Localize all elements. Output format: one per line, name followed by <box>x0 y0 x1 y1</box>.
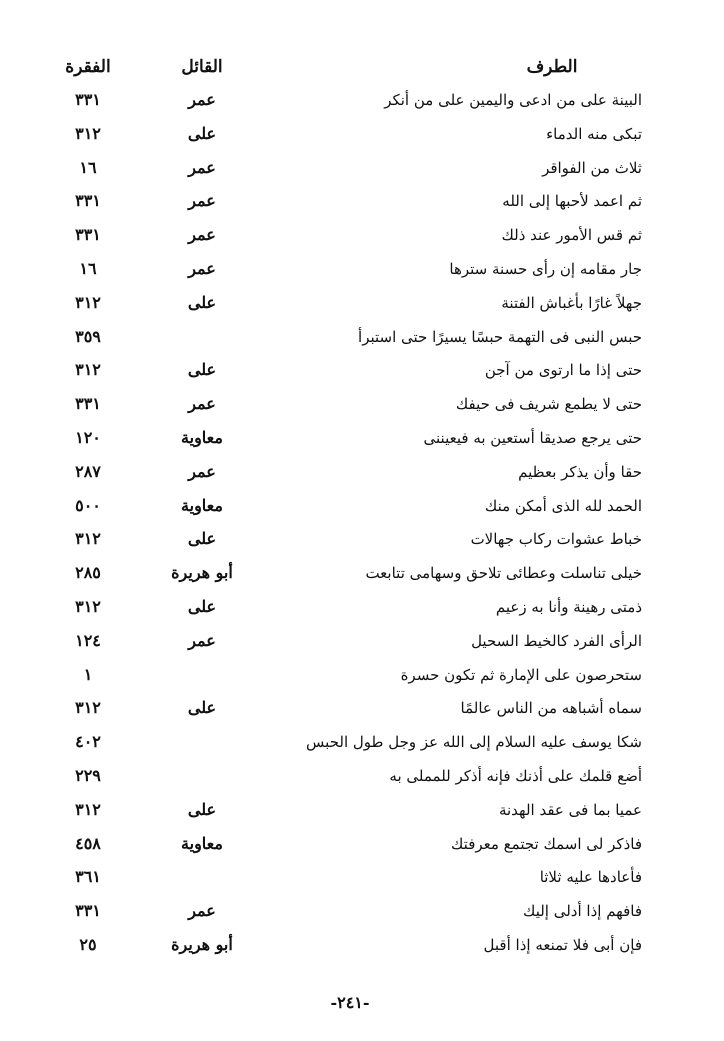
table-row <box>0 252 724 286</box>
table-row <box>0 421 724 455</box>
table-row <box>0 658 724 692</box>
row-paragraph: ٣٥٩ <box>75 326 101 346</box>
table-row <box>0 590 724 624</box>
row-phrase: حبس النبى فى التهمة حبسًا يسيرًا حتى استبرأ <box>358 327 642 346</box>
row-speaker: عمر <box>188 225 216 245</box>
row-speaker: على <box>187 597 217 616</box>
table-row <box>0 184 724 218</box>
row-speaker: معاوية <box>181 495 223 515</box>
table-row <box>0 556 724 590</box>
table-row <box>0 759 724 793</box>
row-paragraph: ٣٣١ <box>75 394 101 414</box>
table-row <box>0 827 724 861</box>
row-paragraph: ٣٣١ <box>75 191 101 211</box>
row-phrase: ثم اعمد لأحبها إلى الله <box>502 192 642 211</box>
row-paragraph: ٣١٢ <box>75 529 101 549</box>
table-row <box>0 286 724 320</box>
row-speaker: على <box>187 529 217 549</box>
table-row <box>0 522 724 556</box>
table-row <box>0 928 724 962</box>
row-phrase: أضع قلمك على أذنك فإنه أذكر للمملى به <box>389 767 642 785</box>
row-phrase: ثم قس الأمور عند ذلك <box>501 226 642 245</box>
table-header <box>0 50 724 84</box>
row-speaker: عمر <box>188 259 216 278</box>
row-paragraph: ١٢٠ <box>75 428 101 447</box>
row-speaker: عمر <box>188 90 216 109</box>
row-speaker: عمر <box>188 191 216 211</box>
table-row <box>0 353 724 387</box>
row-paragraph: ٣٦١ <box>75 867 101 887</box>
row-phrase: فافهم إذا أدلى إليك <box>523 902 642 921</box>
row-phrase: البينة على من ادعى واليمين على من أنكر <box>384 91 642 109</box>
table-row <box>0 117 724 151</box>
row-speaker: على <box>187 698 217 718</box>
page-number: -٢٤١- <box>330 993 370 1012</box>
row-speaker: عمر <box>188 394 216 414</box>
table-row <box>0 894 724 928</box>
row-speaker: عمر <box>188 630 216 650</box>
table-row <box>0 624 724 658</box>
row-phrase: شكا يوسف عليه السلام إلى الله عز وجل طول الحبس <box>306 733 642 752</box>
table-row <box>0 860 724 894</box>
row-speaker <box>152 860 252 894</box>
row-paragraph: ١٢٤ <box>75 630 101 650</box>
row-phrase: الحمد لله الذى أمكن منك <box>484 496 642 515</box>
row-phrase: حقا وأن يذكر بعظيم <box>518 462 642 481</box>
row-phrase: حتى يرجع صديقا أستعين به فيعيننى <box>423 429 642 447</box>
row-paragraph: ٣١٢ <box>75 799 101 819</box>
row-phrase: تبكى منه الدماء <box>546 124 642 143</box>
row-speaker: على <box>187 123 217 143</box>
row-phrase: فاذكر لى اسمك تجتمع معرفتك <box>451 834 642 853</box>
row-phrase: جار مقامه إن رأى حسنة سترها <box>449 260 642 278</box>
row-paragraph: ٣١٢ <box>75 698 101 718</box>
row-phrase: فأعادها عليه ثلاثا <box>539 868 642 887</box>
row-phrase: سماه أشباهه من الناس عالمًا <box>460 699 642 718</box>
row-speaker: عمر <box>188 901 216 921</box>
row-speaker: على <box>187 799 217 819</box>
table-row <box>0 83 724 117</box>
table-row <box>0 455 724 489</box>
row-speaker <box>152 320 252 354</box>
row-speaker <box>152 725 252 759</box>
row-speaker: معاوية <box>181 833 223 853</box>
row-paragraph: ٢٢٩ <box>75 766 101 785</box>
table-row <box>0 218 724 252</box>
row-paragraph: ٤٠٢ <box>75 732 101 752</box>
row-speaker: على <box>187 360 217 380</box>
row-phrase: الرأى الفرد كالخيط السحيل <box>471 631 642 650</box>
row-speaker: أبو هريرة <box>171 563 233 583</box>
row-speaker <box>152 658 252 692</box>
row-paragraph: ٣٣١ <box>75 225 101 245</box>
table-row <box>0 691 724 725</box>
row-phrase: فإن أبى فلا تمنعه إذا أقبل <box>483 936 642 954</box>
row-speaker: عمر <box>188 461 216 481</box>
row-paragraph: ٤٥٨ <box>75 833 101 853</box>
row-paragraph: ٣١٢ <box>75 123 101 143</box>
table-row <box>0 725 724 759</box>
row-paragraph: ١٦ <box>79 157 97 177</box>
row-phrase: ذمتى رهينة وأنا به زعيم <box>495 598 642 616</box>
row-speaker: على <box>187 292 217 312</box>
row-paragraph: ٥٠٠ <box>75 495 101 515</box>
row-phrase: حتى إذا ما ارتوى من آجن <box>484 361 642 380</box>
row-phrase: خيلى تناسلت وعطائى تلاحق وسهامى تتابعت <box>365 564 642 583</box>
row-paragraph: ٣٣١ <box>75 901 101 921</box>
row-paragraph: ٢٨٥ <box>75 563 101 583</box>
row-phrase: ثلاث من الفواقر <box>542 158 642 177</box>
row-phrase: خباط عشوات ركاب جهالات <box>470 530 642 549</box>
header-phrase: الطرف <box>526 57 578 77</box>
row-phrase: عميا بما فى عقد الهدنة <box>498 800 642 819</box>
row-paragraph: ٢٨٧ <box>75 461 101 481</box>
row-paragraph: ٣١٢ <box>75 292 101 312</box>
row-speaker <box>152 759 252 793</box>
row-paragraph: ١٦ <box>79 259 97 278</box>
table-row <box>0 151 724 185</box>
row-speaker: عمر <box>188 157 216 177</box>
row-phrase: جهلاً غارًا بأغباش الفتنة <box>501 293 642 312</box>
table-row <box>0 793 724 827</box>
header-speaker: القائل <box>181 57 223 77</box>
row-paragraph: ٣٣١ <box>75 90 101 109</box>
table-row <box>0 320 724 354</box>
row-speaker: معاوية <box>181 428 223 447</box>
row-phrase: ستحرصون على الإمارة ثم تكون حسرة <box>400 665 642 684</box>
row-speaker: أبو هريرة <box>171 935 233 954</box>
table-row <box>0 387 724 421</box>
row-paragraph: ٣١٢ <box>75 360 101 380</box>
table-row <box>0 489 724 523</box>
row-paragraph: ٢٥ <box>79 935 97 954</box>
row-paragraph: ٣١٢ <box>75 597 101 616</box>
row-paragraph: ١ <box>83 664 93 684</box>
header-paragraph: الفقرة <box>65 57 111 77</box>
row-phrase: حتى لا يطمع شريف فى حيفك <box>455 395 642 414</box>
